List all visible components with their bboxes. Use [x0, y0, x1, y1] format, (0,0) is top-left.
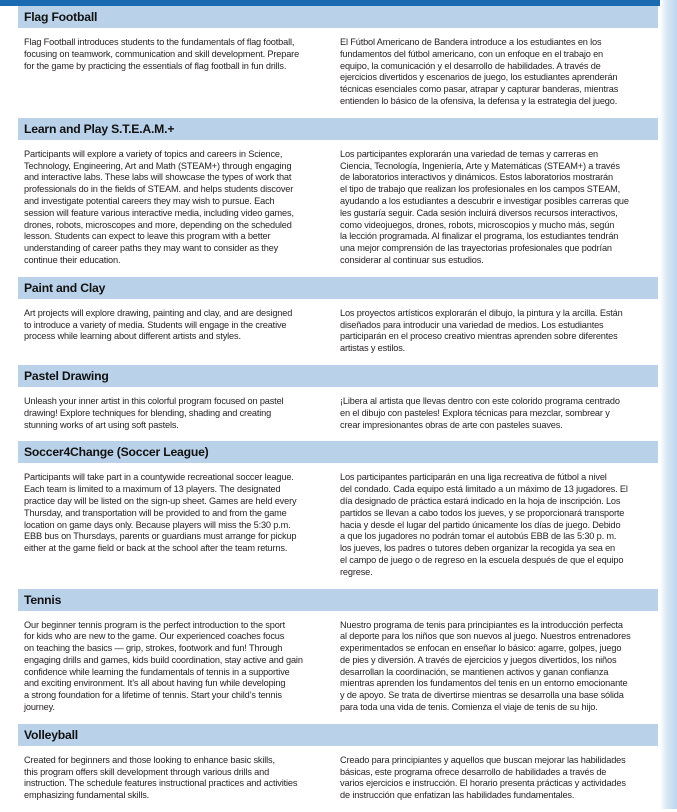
description-spanish: Creado para principiantes y aquellos que buscan mejorar las habilidades básicas, este programa ofrece desarrollo de habilidades a través de varios ejercicios e instrucción. El horario presenta prácticas y actividades de instrucción que enfatizan las habilidades fundamentales. [340, 754, 626, 801]
section-title: Tennis [18, 589, 658, 611]
section-body [18, 299, 658, 365]
description-spanish: Los participantes participarán en una liga recreativa de fútbol a nivel del condado. Cada equipo está limitado a un máximo de 13 jugadores. El día designado de práctica estará indicado en la hoja de inscripción. Los partidos se llevan a cabo todos los jueves, y se proporcionará transporte hacia y desde el lugar del partido únicamente los días de juego. Debido a que los jugadores no podrán tomar el autobús EBB de las 5:30 p. m. los jueves, los padres o tutores deben organizar la recogida ya sea en el campo de juego o de regreso en la escuela después de que el equipo regrese. [340, 472, 628, 577]
section-body [18, 746, 658, 812]
section-title: Pastel Drawing [18, 365, 658, 387]
section-body [18, 28, 658, 118]
description-english: Unleash your inner artist in this colorful program focused on pastel drawing! Explore techniques for blending, shading and creating stunning works of art using soft pastels. [24, 395, 284, 430]
section-body [18, 463, 658, 588]
section-volleyball [18, 724, 658, 812]
description-english: Art projects will explore drawing, painting and clay, and are designed to introduce a variety of media. Students will engage in the creative process while learning about different artists and styles. [24, 307, 293, 342]
section-title: Soccer4Change (Soccer League) [18, 441, 658, 463]
description-english: Flag Football introduces students to the fundamentals of flag football, focusing on teamwork, communication and skill development. Prepare for the game by practicing the essentials of flag football in fun drills. [24, 37, 300, 71]
description-spanish: Los participantes explorarán una variedad de temas y carreras en Ciencia, Tecnología, Ingeniería, Arte y Matemáticas (STEAM+) a través de laboratorios interactivos y dinámicos. Estos laboratorios mostrarán el tipo de trabajo que realizan los profesionales en los campos STEAM, ayudando a los estudiantes a descubrir e investigar posibles carreras que les gustaría seguir. Cada sesión incluirá diversos recursos interactivos, como videojuegos, drones, robots, microscopios y mucho más, según la lección programada. Al finalizar el programa, los estudiantes tendrán una mejor comprensión de las trayectorias profesionales que podrían considerar al continuar sus estudios. [340, 148, 629, 265]
section-body [18, 387, 658, 441]
section-body [18, 140, 658, 277]
section-paint-and-clay [18, 277, 658, 365]
description-spanish: El Fútbol Americano de Bandera introduce a los estudiantes en los fundamentos del fútbol americano, con un enfoque en el trabajo en equipo, la comunicación y el desarrollo de habilidades. A través de ejercicios divertidos y escenarios de juego, los estudiantes aprenderán técnicas esenciales como pasar, atrapar y capturar banderas, mientras entienden lo básico de la ofensiva, la defensa y la estrategia del juego. [340, 37, 619, 106]
description-english: Participants will take part in a countywide recreational soccer league. Each team is limited to a maximum of 13 players. The designated practice day will be listed on the sign-up sheet. Games are held every Thursday, and transportation will be provided to and from the game location on game days only. Because players will miss the 5:30 p.m. EBB bus on Thursdays, parents or guardians must arrange for pickup either at the game field or back at the school after the team returns. [24, 472, 297, 554]
program-list [18, 6, 658, 812]
section-flag-football [18, 6, 658, 118]
section-title: Learn and Play S.T.E.A.M.+ [18, 118, 658, 140]
right-edge-decoration [660, 0, 677, 809]
section-steam [18, 118, 658, 277]
section-body [18, 611, 658, 724]
description-spanish: ¡Libera al artista que llevas dentro con este colorido programa centrado en el dibujo con pasteles! Explora técnicas para mezclar, sombrear y crear impresionantes obras de arte con pasteles suaves. [340, 395, 620, 430]
section-pastel-drawing [18, 365, 658, 441]
description-english: Participants will explore a variety of topics and careers in Science, Technology, Engineering, Art and Math (STEAM+) through engaging and interactive labs. These labs will showcase the types of work that professionals do in the fields of STEAM. and helps students discover and investigate potential careers they may wish to pursue. Each session will feature various interactive media, including video games, drones, robots, microscopes and more, depending on the scheduled lesson. Students can expect to leave this program with a better understanding of career paths they may want to consider as they continue their education. [24, 148, 294, 265]
description-spanish: Los proyectos artísticos explorarán el dibujo, la pintura y la arcilla. Están diseñados para introducir una variedad de medios. Los estudiantes participarán en el proceso creativo mientras aprenden sobre diferentes artistas y estilos. [340, 307, 623, 354]
description-english: Created for beginners and those looking to enhance basic skills, this program offers skill development through various drills and instruction. The schedule features instructional practices and activities emphasizing fundamental skills. [24, 754, 298, 801]
section-title: Flag Football [18, 6, 658, 28]
section-title: Paint and Clay [18, 277, 658, 299]
section-soccer4change [18, 441, 658, 588]
section-tennis [18, 589, 658, 724]
description-english: Our beginner tennis program is the perfect introduction to the sport for kids who are new to the game. Our experienced coaches focus on teaching the basics — grip, strokes, footwork and fun! Through engaging drills and games, kids build coordination, stay active and gain confidence while learning the fundamentals of tennis in a supportive and exciting environment. It’s all about having fun while developing a strong foundation for a lifetime of tennis. Start your child’s tennis journey. [24, 619, 303, 713]
section-title: Volleyball [18, 724, 658, 746]
description-spanish: Nuestro programa de tenis para principiantes es la introducción perfecta al deporte para los niños que son nuevos al juego. Nuestros entrenadores experimentados se enfocan en enseñar lo básico: agarre, golpes, juego de pies y diversión. A través de ejercicios y juegos divertidos, los niños desarrollan la coordinación, se mantienen activos y ganan confianza mientras aprenden los fundamentos del tenis en un entorno emocionante y de apoyo. Se trata de divertirse mientras se desarrolla una base sólida para toda una vida de tenis. Comienza el viaje de tenis de su hijo. [340, 619, 631, 713]
